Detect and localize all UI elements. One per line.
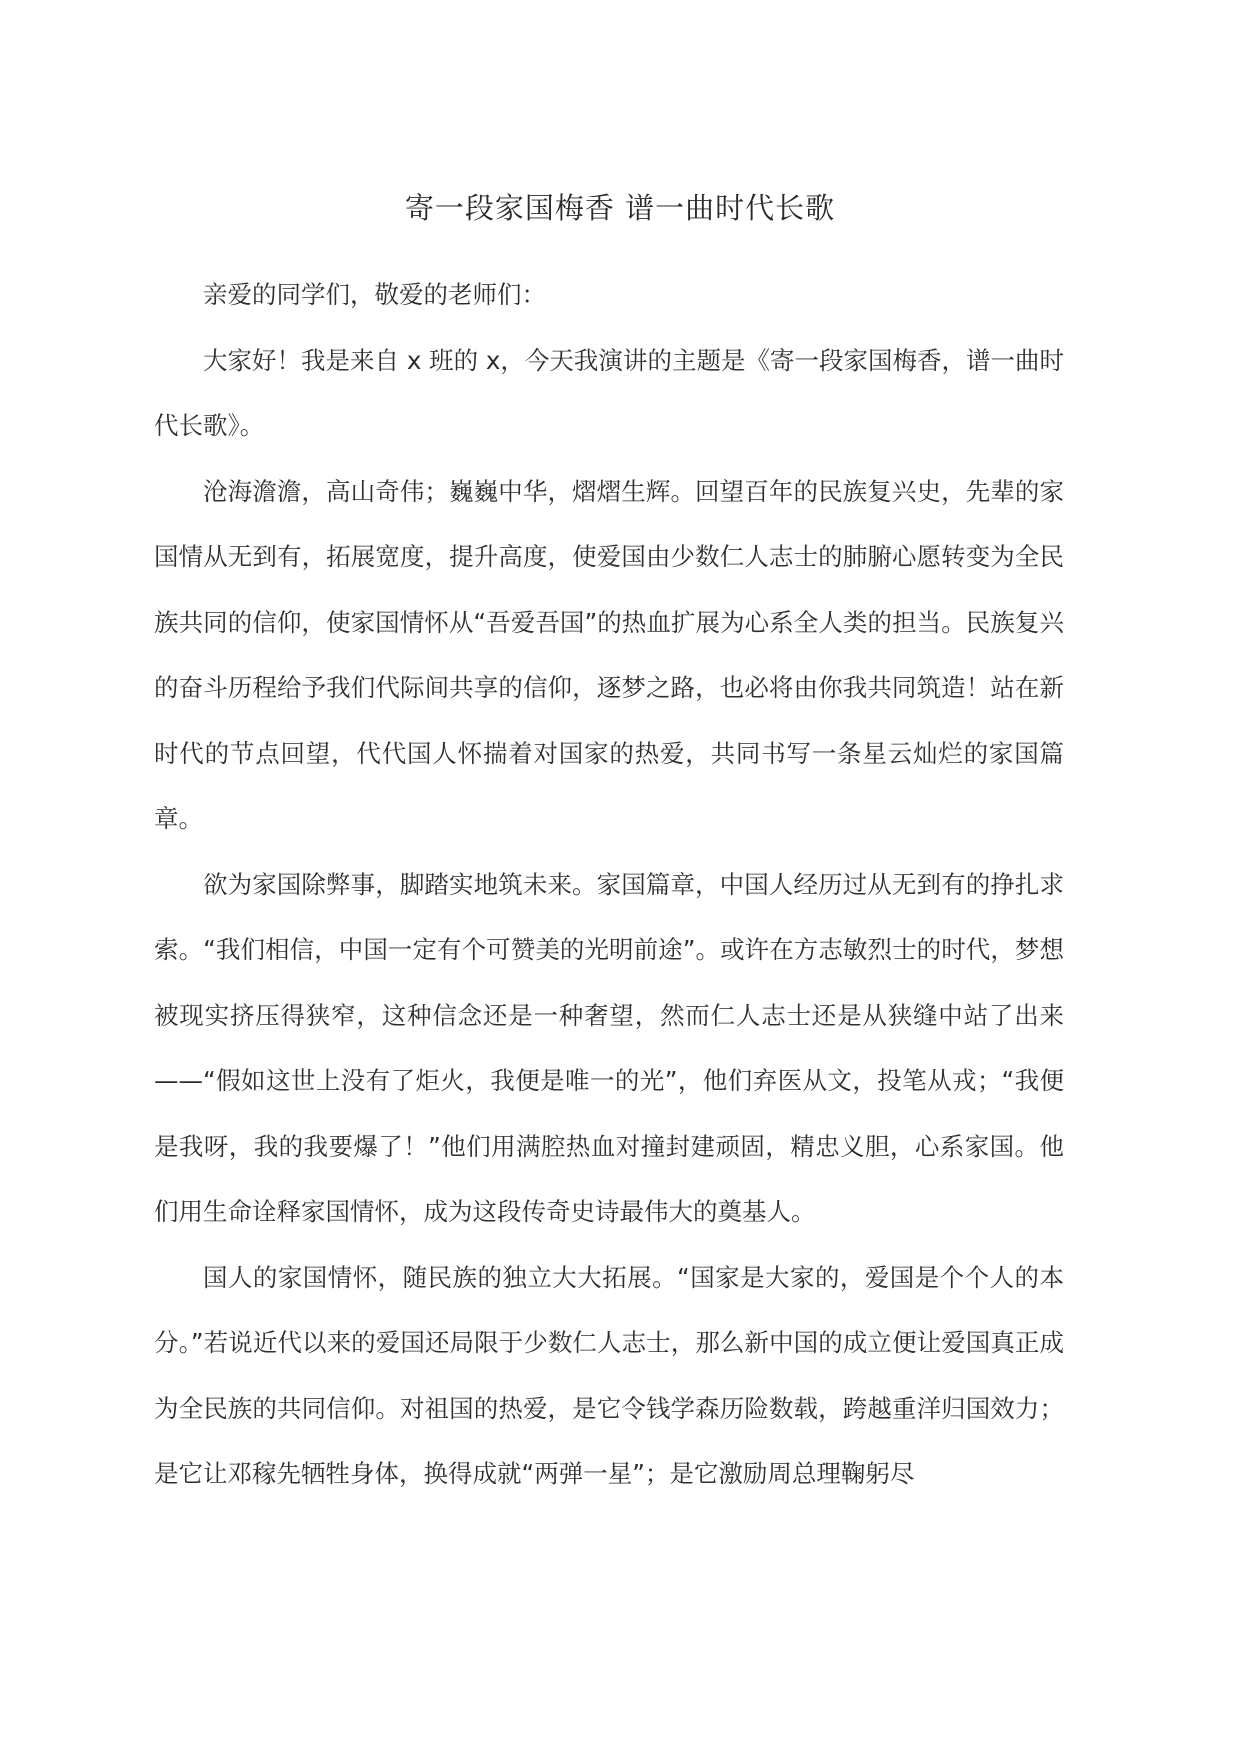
paragraph-history: 沧海澹澹，高山奇伟；巍巍中华，熠熠生辉。回望百年的民族复兴史，先辈的家国情从无到有，拓展宽度，提升高度，使爱国由少数仁人志士的肺腑心愿转变为全民族共同的信仰，使家国情怀从“吾爱吾国”的热血扩展为心系全人类的担当。民族复兴的奋斗历程给予我们代际间共享的信仰，逐梦之路，也必将由你我共同筑造！站在新时代的节点回望，代代国人怀揣着对国家的热爱，共同书写一条星云灿烂的家国篇章。 (154, 476, 1064, 833)
paragraph-salutation: 亲爱的同学们，敬爱的老师们： (203, 280, 546, 309)
document-title: 寄一段家国梅香 谱一曲时代长歌 (404, 191, 836, 225)
paragraph-struggle: 欲为家国除弊事，脚踏实地筑未来。家国篇章，中国人经历过从无到有的挣扎求索。“我们相信，中国一定有个可赞美的光明前途”。或许在方志敏烈士的时代，梦想被现实挤压得狭窄，这种信念还是一种奢望，然而仁人志士还是从狭缝中站了出来——“假如这世上没有了炬火，我便是唯一的光”，他们弃医从文，投笔从戎；“我便是我呀，我的我要爆了！”他们用满腔热血对撞封建顽固，精忠义胆，心系家国。他们用生命诠释家国情怀，成为这段传奇史诗最伟大的奠基人。 (154, 869, 1064, 1226)
document-body (154, 262, 1064, 1507)
paragraph-patriotism: 国人的家国情怀，随民族的独立大大拓展。“国家是大家的，爱国是个个人的本分。”若说近代以来的爱国还局限于少数仁人志士，那么新中国的成立便让爱国真正成为全民族的共同信仰。对祖国的热爱，是它令钱学森历险数载，跨越重洋归国效力；是它让邓稼先牺牲身体，换得成就“两弹一星”；是它激励周总理鞠躬尽 (154, 1262, 1064, 1488)
paragraph-greeting: 大家好！我是来自 x 班的 x，今天我演讲的主题是《寄一段家国梅香，谱一曲时代长歌》。 (154, 345, 1064, 440)
